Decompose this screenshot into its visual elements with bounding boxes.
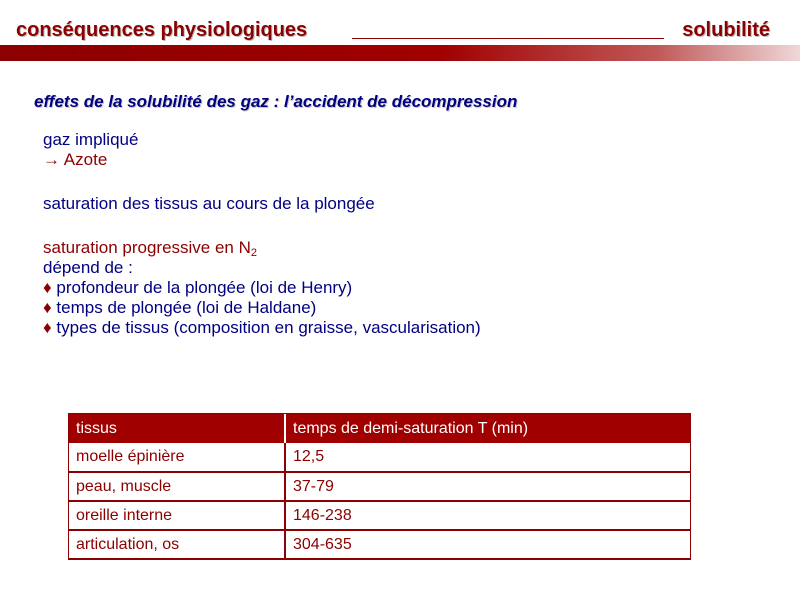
cell-time: 12,5: [285, 443, 690, 472]
table-row: [69, 530, 690, 559]
table-row: [69, 443, 690, 472]
header-divider-line: [352, 38, 664, 39]
bullet-text: types de tissus (composition en graisse, vascularisation): [56, 318, 481, 337]
column-header-time: temps de demi-saturation T (min): [285, 414, 690, 443]
cell-tissue: oreille interne: [69, 501, 285, 530]
slide-subtitle: effets de la solubilité des gaz : l’accident de décompression: [34, 92, 518, 111]
progressive-text: saturation progressive en N: [43, 238, 251, 257]
nitrogen-subscript: 2: [250, 247, 258, 259]
diamond-bullet-icon: ♦: [43, 318, 52, 337]
cell-time: 37-79: [285, 472, 690, 501]
gas-value-line: [43, 150, 783, 170]
bullet-text: temps de plongée (loi de Haldane): [56, 298, 317, 317]
bullet-item: [43, 298, 783, 318]
table-header-row: [69, 414, 690, 443]
bullet-text: profondeur de la plongée (loi de Henry): [56, 278, 353, 297]
spacer: [43, 214, 783, 238]
column-header-tissue: tissus: [69, 414, 285, 443]
cell-time: 146-238: [285, 501, 690, 530]
saturation-text: saturation des tissus au cours de la plongée: [43, 194, 375, 213]
header-band: [0, 45, 800, 61]
spacer: [43, 170, 783, 194]
arrow-icon: →: [43, 150, 60, 169]
table-row: [69, 501, 690, 530]
diamond-bullet-icon: ♦: [43, 298, 52, 317]
cell-tissue: peau, muscle: [69, 472, 285, 501]
gas-value: Azote: [63, 150, 108, 169]
diamond-bullet-icon: ♦: [43, 278, 52, 297]
slide-body: [43, 130, 783, 338]
cell-tissue: articulation, os: [69, 530, 285, 559]
progressive-line: [43, 238, 783, 258]
table-row: [69, 472, 690, 501]
gas-label: gaz impliqué: [43, 130, 139, 149]
cell-time: 304-635: [285, 530, 690, 559]
half-saturation-table: [68, 413, 691, 560]
cell-tissue: moelle épinière: [69, 443, 285, 472]
bullet-item: [43, 278, 783, 298]
header-section-label: solubilité: [682, 19, 770, 41]
header-title: conséquences physiologiques: [16, 19, 308, 41]
depends-label: dépend de :: [43, 258, 133, 277]
bullet-item: [43, 318, 783, 338]
